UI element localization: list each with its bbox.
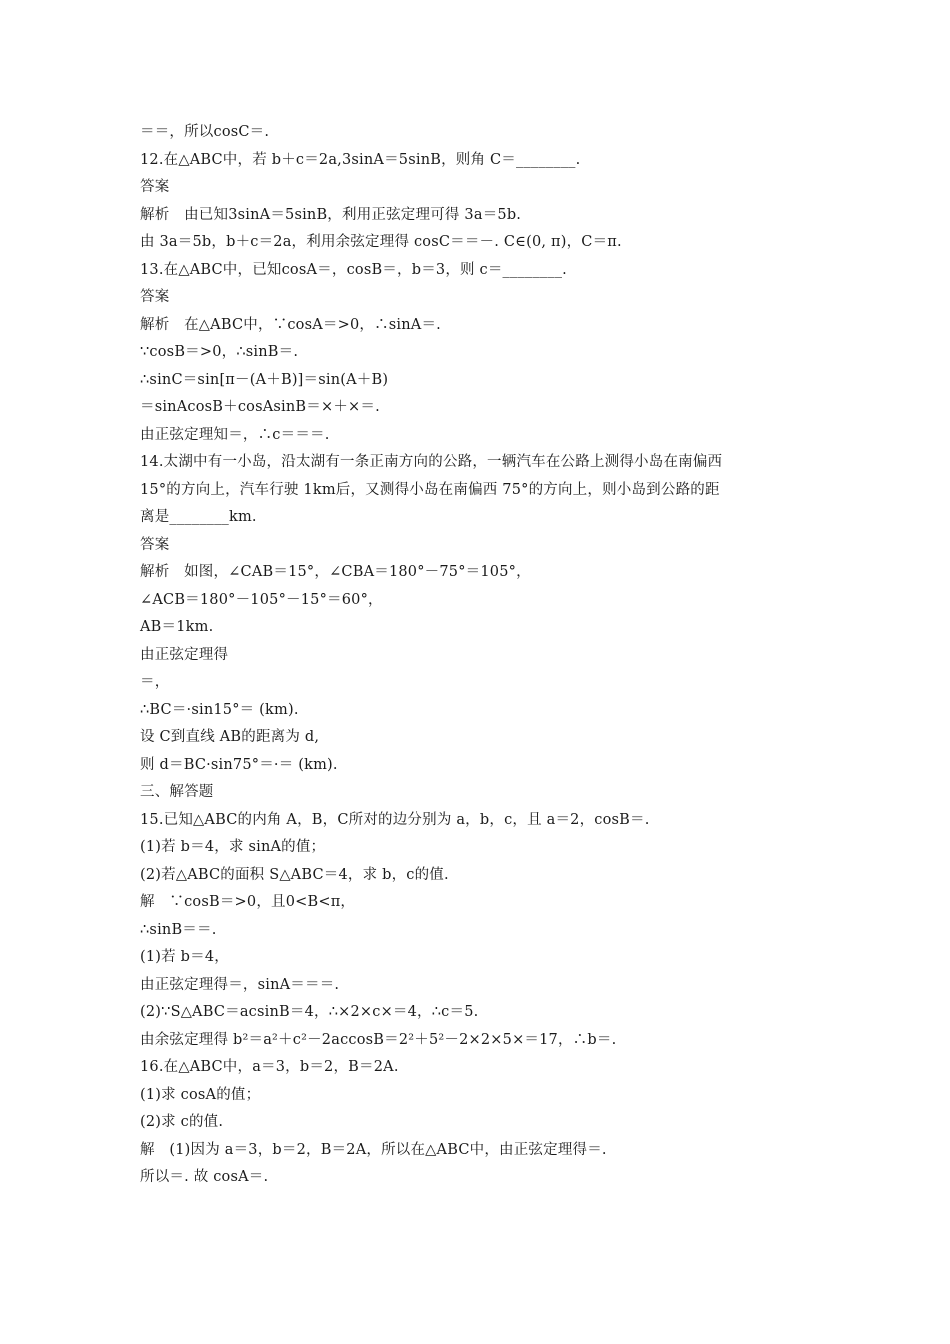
text-line: (1)求 cosA的值； xyxy=(140,1086,261,1103)
text-line: 则 d＝BC·sin75°＝·＝ (km). xyxy=(140,756,338,773)
text-line: 设 C到直线 AB的距离为 d, xyxy=(140,729,320,745)
text-line: 离是________km. xyxy=(140,509,257,525)
solution-line: 解 (1)因为 a＝3，b＝2，B＝2A，所以在△ABC中，由正弦定理得＝. xyxy=(140,1141,607,1158)
question-15: 15.已知△ABC的内角 A，B，C所对的边分别为 a，b，c，且 a＝2，cosB＝. xyxy=(140,811,650,828)
text-line: 由正弦定理得 xyxy=(140,646,229,663)
analysis-line: 解析 在△ABC中，∵cosA＝>0，∴sinA＝. xyxy=(140,316,441,333)
text-line: 由余弦定理得 b²＝a²＋c²－2accosB＝2²＋5²－2×2×5×＝17，∴b＝. xyxy=(140,1031,617,1048)
analysis-line: 解析 如图，∠CAB＝15°，∠CBA＝180°－75°＝105°， xyxy=(140,564,531,580)
text-line: ∴sinB＝＝. xyxy=(140,921,217,938)
text-line: AB＝1km. xyxy=(140,619,214,635)
text-line: 由正弦定理得＝，sinA＝＝＝. xyxy=(140,976,340,993)
text-line: (2)∵S△ABC＝acsinB＝4，∴×2×c×＝4，∴c＝5. xyxy=(140,1004,479,1020)
section-heading: 三、解答题 xyxy=(140,784,214,800)
answer-label: 答案 xyxy=(140,536,170,553)
text-line: ＝， xyxy=(140,674,170,690)
text-line: 15°的方向上，汽车行驶 1km后，又测得小岛在南偏西 75°的方向上，则小岛到公路的距 xyxy=(140,481,720,498)
question-12: 12.在△ABC中，若 b＋c＝2a,3sinA＝5sinB，则角 C＝________. xyxy=(140,151,581,168)
text-line: ＝sinAcosB＋cosAsinB＝×＋×＝. xyxy=(140,399,380,415)
question-16: 16.在△ABC中，a＝3，b＝2，B＝2A. xyxy=(140,1059,399,1075)
text-line: 由正弦定理知＝，∴c＝＝＝. xyxy=(140,426,330,443)
text-line: (2)若△ABC的面积 S△ABC＝4，求 b，c的值. xyxy=(140,866,449,883)
question-13: 13.在△ABC中，已知cosA＝，cosB＝，b＝3，则 c＝________. xyxy=(140,261,567,278)
text-line: (2)求 c的值. xyxy=(140,1114,224,1130)
text-line: (1)若 b＝4，求 sinA的值； xyxy=(140,839,326,855)
text-line: ＝＝，所以cosC＝. xyxy=(140,124,270,140)
question-14: 14.太湖中有一小岛，沿太湖有一条正南方向的公路，一辆汽车在公路上测得小岛在南偏西 xyxy=(140,454,723,470)
text-line: 由 3a＝5b，b＋c＝2a，利用余弦定理得 cosC＝＝－. C∈(0, π)，C＝π. xyxy=(140,234,622,250)
text-line: ∴BC＝·sin15°＝ (km). xyxy=(140,701,299,718)
answer-label: 答案 xyxy=(140,179,170,195)
text-line: ∠ACB＝180°－105°－15°＝60°， xyxy=(140,591,383,608)
text-line: ∵cosB＝>0，∴sinB＝. xyxy=(140,344,299,360)
analysis-line: 解析 由已知3sinA＝5sinB，利用正弦定理可得 3a＝5b. xyxy=(140,206,522,223)
solution-line: 解 ∵cosB＝>0，且0<B<π， xyxy=(140,894,356,910)
text-line: 所以＝. 故 cosA＝. xyxy=(140,1169,269,1185)
text-line: ∴sinC＝sin[π－(A＋B)]＝sin(A＋B) xyxy=(140,371,389,388)
answer-label: 答案 xyxy=(140,289,170,305)
text-line: (1)若 b＝4， xyxy=(140,949,229,965)
document-body xyxy=(140,119,820,1192)
